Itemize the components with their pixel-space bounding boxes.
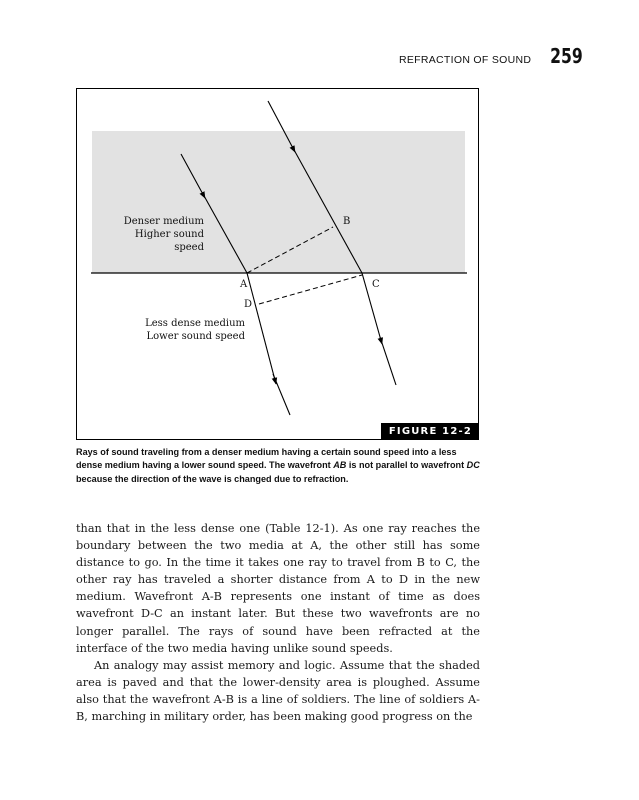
left-ray-lower-segment: [273, 374, 290, 415]
less-dense-medium-label-1: Less dense medium: [145, 318, 245, 329]
denser-medium-label-3: speed: [174, 242, 204, 253]
refraction-diagram: [77, 89, 480, 441]
left-ray-lower-arrow: [247, 273, 276, 384]
section-title: REFRACTION OF SOUND: [398, 54, 532, 66]
caption-dc: DC: [466, 460, 480, 471]
figure-caption: [76, 446, 482, 486]
point-d-label: D: [244, 299, 253, 310]
running-header: [399, 44, 583, 68]
caption-text-3: because the direction of the wave is changed due to refraction.: [76, 473, 349, 484]
body-text: [76, 520, 480, 725]
point-b-label: B: [343, 216, 351, 227]
refraction-figure: [76, 88, 479, 440]
figure-number-label: FIGURE 12-2: [381, 423, 478, 439]
caption-text-1: Rays of sound traveling from a denser medium having a certain sound speed into a less dense medium having a lower sound speed. The wavefront: [76, 447, 457, 471]
less-dense-medium-label-2: Lower sound speed: [146, 331, 245, 342]
right-ray-lower-segment: [380, 337, 396, 385]
caption-ab: AB: [333, 460, 347, 471]
denser-medium-label-2: Higher sound: [134, 229, 204, 240]
body-paragraph-1: than that in the less dense one (Table 12-1). As one ray reaches the boundary between the two media at A, the other still has some distance to go. In the time it takes one ray to travel from B to C, the other ray has traveled a shorter distance from A to D in the new medium. Wavefront A-B represents one instant of time as does wavefront D-C an instant later. But these two wavefronts are no longer parallel. The rays of sound have been refracted at the interface of the two media having unlike sound speeds.: [76, 522, 480, 655]
body-paragraph-2: An analogy may assist memory and logic. Assume that the shaded area is paved and that the lower-density area is ploughed. Assume also that the wavefront A-B is a line of soldiers. The line of soldiers A-B, marching in military order, has been making good progress on the: [76, 658, 480, 724]
page-number: 259: [550, 44, 583, 68]
point-a-label: A: [240, 279, 248, 290]
denser-medium-shading: [92, 131, 465, 273]
wavefront-dc: [259, 275, 362, 304]
caption-text-2: is not parallel to wavefront: [346, 460, 467, 471]
denser-medium-label-1: Denser medium: [123, 216, 204, 227]
point-c-label: C: [372, 279, 380, 290]
